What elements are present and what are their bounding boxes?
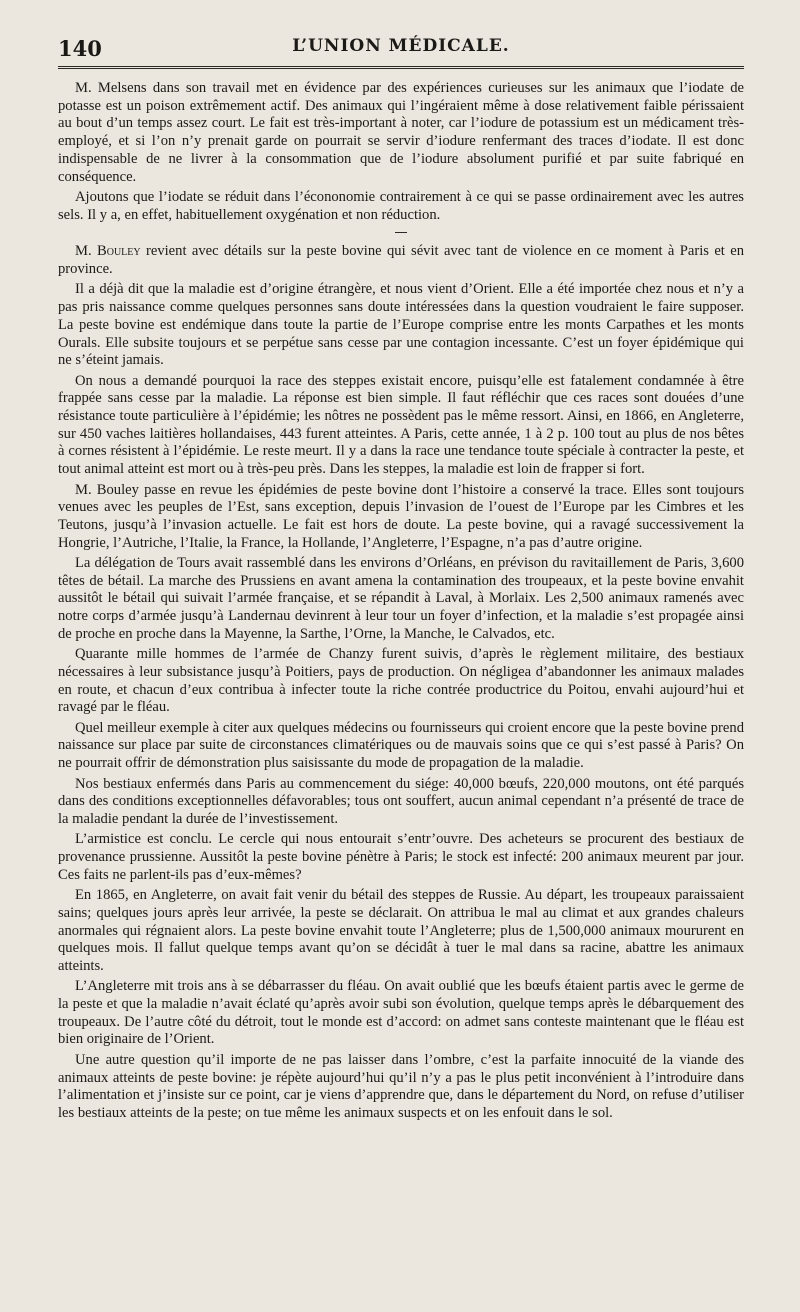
paragraph-origin: Il a déjà dit que la maladie est d’origine étrangère, et nous vient d’Orient. Elle a été importée chez nous et n’y a pas pris naissance comme quelques personnes sans doute intéressées dans la question voudraient le faire supposer. La peste bovine est endémique dans toute la partie de l’Europe comprise entre les monts Carpathes et les monts Ourals. Elle subsite toujours et se perpétue sans cesse par une contagion incessante. C’est un foyer épidémique qui ne s’éteint jamais.: [58, 281, 744, 369]
paragraph-steppes: On nous a demandé pourquoi la race des steppes existait encore, puisqu’elle est fatalement condamnée à être frappée sans cesse par la maladie. La réponse est bien simple. Il faut réfléchir que ces races sont douées d’une résistance toute particulière à l’épidémie; les nôtres ne possèdent pas le même ressort. Ainsi, en 1866, en Angleterre, sur 450 vaches laitières hollandaises, 443 furent atteintes. A Paris, cette année, 1 à 2 p. 100 tout au plus de nos bêtes à cornes résistent à l’épidémie. Le reste meurt. Il y a dans la race une tendance toute spéciale à contracter la peste, et tout animal atteint est mort ou à très-peu près. Dans les steppes, la maladie est loin de frapper si fort.: [58, 372, 744, 478]
paragraph-example: Quel meilleur exemple à citer aux quelques médecins ou fournisseurs qui croient encore que la peste bovine prend naissance sur place par suite de circonstances climatériques ou de mauvais soins que ce qui s’est passé à Paris? On ne pourrait offrir de démonstration plus saisissante du mode de propagation de la maladie.: [58, 719, 744, 772]
running-title: L’UNION MÉDICALE.: [292, 36, 510, 56]
paragraph-history: M. Bouley passe en revue les épidémies de peste bovine dont l’histoire a conservé la trace. Elles sont toujours venues avec les peuples de l’Est, sans exception, depuis l’invasion de l’ouest de l’Europe par les Cimbres et les Teutons, jusqu’à l’invasion actuelle. Le fait est hors de doute. La peste bovine, qui a ravagé successivement la Hongrie, l’Autriche, l’Italie, la France, la Hollande, l’Angleterre, l’Espagne, n’a pas d’autre origine.: [58, 481, 744, 551]
speaker-name: M. Bouley: [75, 243, 141, 260]
paragraph-melsens: M. Melsens dans son travail met en évidence par des expériences curieuses sur les animaux que l’iodate de potasse est un poison extrêmement actif. Des animaux qui l’ingéraient même à dose relativement faible périssaient au bout d’un temps assez court. Le fait est très-important à noter, car l’iodure de potassium est un médicament très-employé, et si l’on n’y prenait garde on pourrait se servir d’iodure renfermant des traces d’iodate. Il est donc indispensable de ne livrer à la consommation que de l’iodure absolument purifié et par suite fabriqué en conséquence.: [58, 80, 744, 185]
paragraph-text: revient avec détails sur la peste bovine qui sévit avec tant de violence en ce moment à Paris et en province.: [58, 243, 745, 278]
paragraph-armistice: L’armistice est conclu. Le cercle qui nous entourait s’entr’ouvre. Des acheteurs se procurent des bestiaux de provenance prussienne. Aussitôt la peste bovine pénètre à Paris; le stock est infecté: 200 animaux meurent par jour. Ces faits ne parlent-ils pas d’eux-mêmes?: [58, 831, 744, 883]
paragraph-iodate: Ajoutons que l’iodate se réduit dans l’écononomie contrairement à ce qui se passe ordinairement avec les autres sels. Il y a, en effet, habituellement oxygénation et non réduction.: [58, 188, 744, 223]
section-separator: [395, 232, 407, 233]
paragraph-meat-safety: Une autre question qu’il importe de ne pas laisser dans l’ombre, c’est la parfaite innocuité de la viande des animaux atteints de peste bovine: je répète aujourd’hui qu’il n’y a pas le plus petit inconvénient à l’introduire dans l’alimentation et j’insiste sur ce point, car je viens d’apprendre que, dans le département du Nord, on refuse d’utiliser les bestiaux atteints de la peste; on tue même les animaux suspects et on les enfouit dans le sol.: [58, 1051, 744, 1121]
paragraph-england-three-years: L’Angleterre mit trois ans à se débarrasser du fléau. On avait oublié que les bœufs étaient partis avec le germe de la peste et que la maladie n’avait éclaté qu’après avoir subi son évolution, quelque temps après le débarquement des troupeaux. De l’autre côté du détroit, tout le monde est d’accord: on admet sans conteste maintenant que le fléau est bien originaire de l’Orient.: [58, 978, 744, 1048]
page-number: 140: [58, 36, 102, 61]
header-rule: [58, 66, 744, 69]
paragraph-england-1865: En 1865, en Angleterre, on avait fait venir du bétail des steppes de Russie. Au départ, les troupeaux paraissaient sains; quelques jours après leur arrivée, la peste se déclarait. On attribua le mal au climat et aux grandes chaleurs anormales qui régnaient alors. La peste bovine envahit toute l’Angleterre; plus de 1,500,000 animaux moururent en quelques mois. Il fallut quelque temps avant qu’on se décidât à tuer le mal dans sa racine, abattre les animaux atteints.: [58, 887, 744, 974]
paragraph-bouley-intro: [58, 243, 744, 278]
page-header: [58, 34, 744, 70]
article-body: [58, 80, 744, 1125]
paragraph-tours: La délégation de Tours avait rassemblé dans les environs d’Orléans, en prévison du ravitaillement de Paris, 3,600 têtes de bétail. La marche des Prussiens en avant amena la contamination des troupeaux, et la peste bovine envahit aussitôt le bétail qui suivait l’armée française, et se répandit à Laval, à Morlaix. Les 2,500 animaux ramenés avec notre corps d’armée jusqu’à Landernau devinrent à leur tour un foyer d’infection, et la maladie s’est propagée ainsi de proche en proche dans la Mayenne, la Sarthe, l’Orne, la Manche, le Calvados, etc.: [58, 555, 744, 642]
paragraph-siege: Nos bestiaux enfermés dans Paris au commencement du siége: 40,000 bœufs, 220,000 moutons, ont été parqués dans des conditions exceptionnelles défavorables; tous ont souffert, aucun animal cependant n’a présenté de trace de la maladie pendant la durée de l’investissement.: [58, 775, 744, 827]
paragraph-chanzy: Quarante mille hommes de l’armée de Chanzy furent suivis, d’après le règlement militaire, des bestiaux nécessaires à leur subsistance jusqu’à Poitiers, pays de production. On négligea d’abandonner les animaux malades en route, et chacun d’eux contribua à infecter toute la riche contrée productrice du Poitou, envahi aujourd’hui et ravagé par le fléau.: [58, 646, 744, 716]
